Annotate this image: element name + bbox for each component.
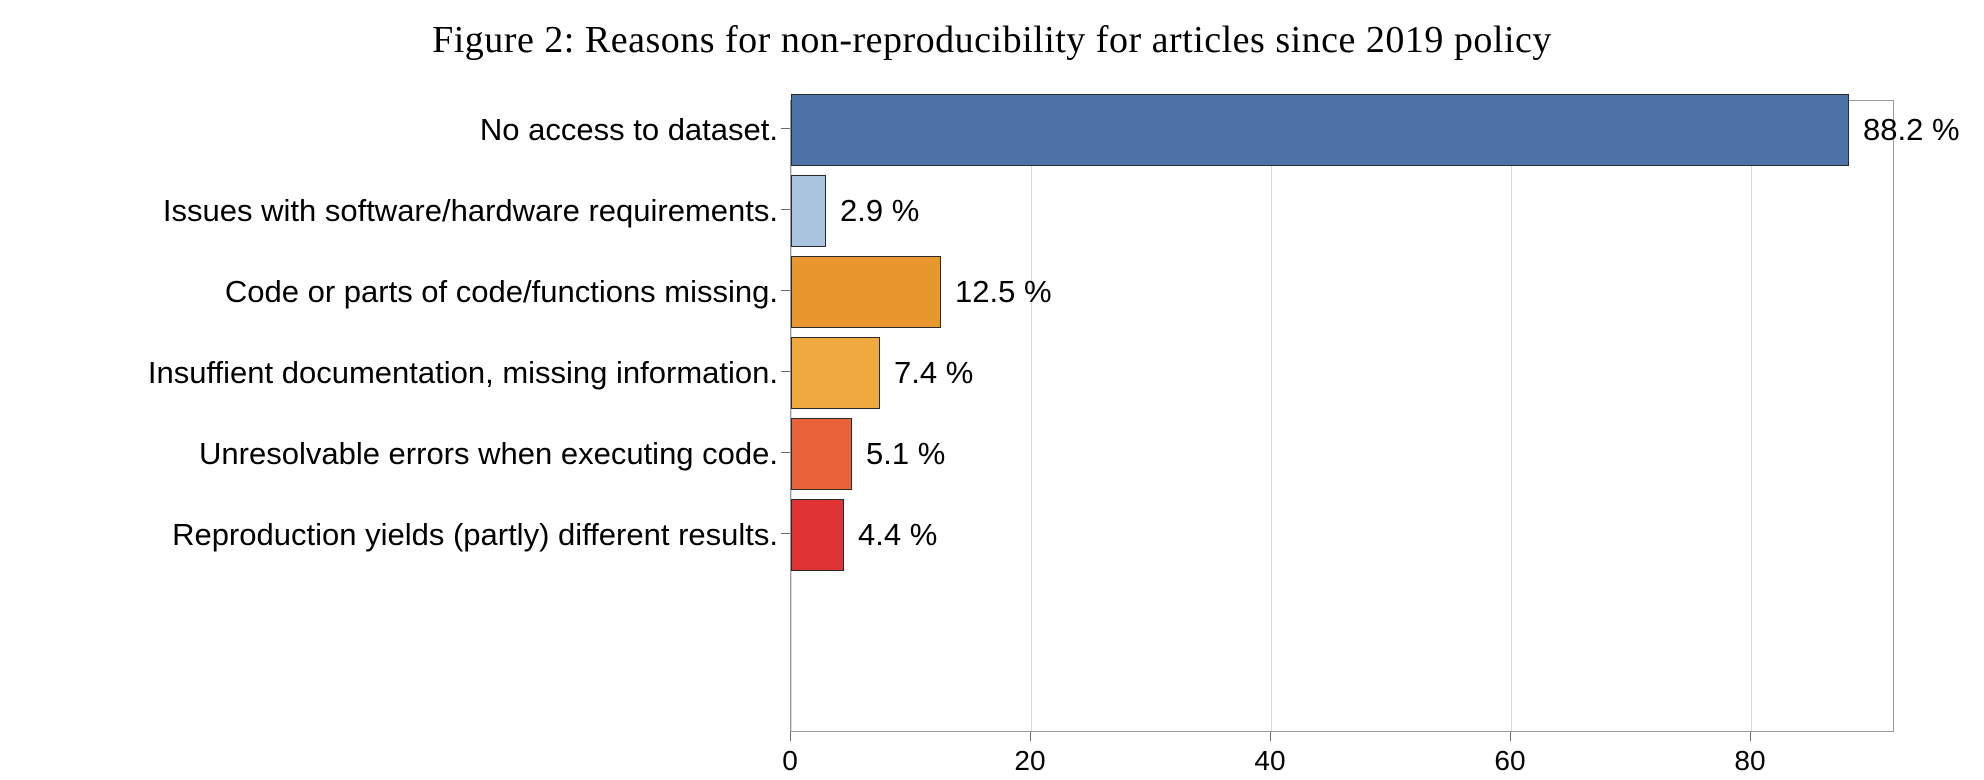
x-axis-tick [790,732,791,741]
gridline [1031,101,1032,731]
y-axis-tick [781,371,790,372]
category-label: Unresolvable errors when executing code. [199,436,778,471]
figure-title: Figure 2: Reasons for non-reproducibility for articles since 2019 policy [432,19,1552,61]
x-axis-tick-label: 20 [1014,745,1046,776]
x-axis-tick-label: 80 [1734,745,1766,776]
bar-row[interactable] [791,77,1960,182]
gridline [1271,101,1272,731]
category-label: Code or parts of code/functions missing. [224,274,778,309]
x-axis-tick [1510,732,1511,741]
x-axis-tick [1030,732,1031,741]
x-axis-tick [1750,732,1751,741]
y-axis-tick [781,209,790,210]
bar[interactable] [791,418,852,490]
bar[interactable] [791,337,880,409]
x-axis-tick-label: 0 [782,745,798,776]
bar-value-label: 4.4 % [858,516,938,552]
bar-value-label: 5.1 % [866,435,946,471]
gridline [1751,101,1752,731]
category-label: Insuffient documentation, missing information. [147,355,778,390]
category-label: Reproduction yields (partly) different results. [172,517,778,552]
bar[interactable] [791,94,1849,166]
bar-row[interactable] [791,482,937,587]
y-axis-tick [781,128,790,129]
x-axis-tick [1270,732,1271,741]
bar[interactable] [791,256,941,328]
gridline [1511,101,1512,731]
bar[interactable] [791,175,826,247]
bar-value-label: 12.5 % [955,273,1052,309]
y-axis-tick [781,290,790,291]
bar[interactable] [791,499,844,571]
x-axis-tick-label: 40 [1254,745,1286,776]
category-label: Issues with software/hardware requirements. [162,193,778,228]
bar-value-label: 7.4 % [894,354,974,390]
x-axis-tick-label: 60 [1494,745,1526,776]
plot-area [790,100,1960,732]
bar-value-label: 88.2 % [1863,111,1960,147]
y-axis-tick [781,452,790,453]
y-axis-tick [781,533,790,534]
category-label: No access to dataset. [479,112,778,147]
bar-value-label: 2.9 % [840,192,920,228]
